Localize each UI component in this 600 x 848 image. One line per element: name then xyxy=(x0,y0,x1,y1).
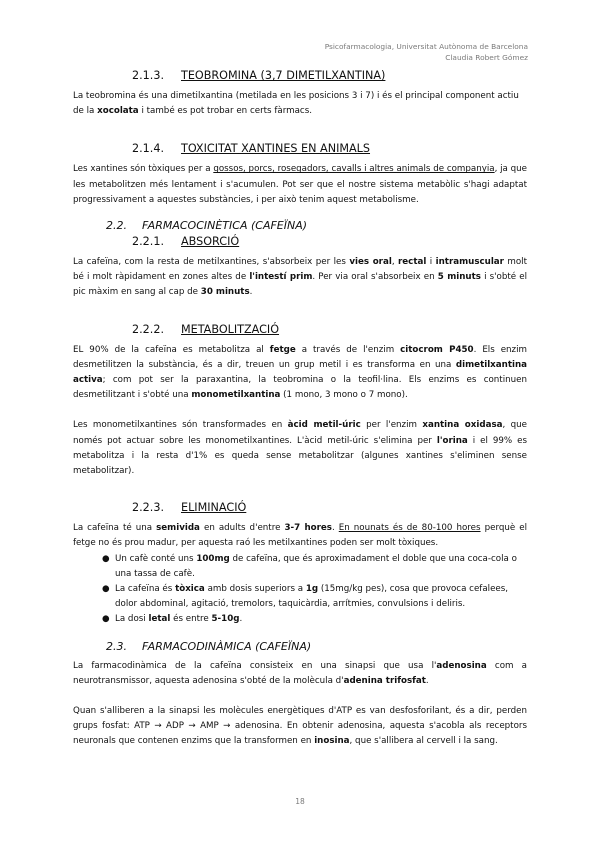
heading-2-1-4 xyxy=(132,141,527,157)
heading-number: 2.1.4. xyxy=(132,142,165,156)
page-content xyxy=(73,68,527,750)
list-item: ● La dosi letal és entre 5-10g. xyxy=(115,612,527,627)
heading-number: 2.2.3. xyxy=(132,501,165,515)
heading-2-2-1 xyxy=(132,234,527,250)
bullet-icon: ● xyxy=(102,553,110,564)
heading-title: TEOBROMINA (3,7 DIMETILXANTINA) xyxy=(181,69,386,82)
heading-title: METABOLITZACIÓ xyxy=(181,322,280,336)
heading-title: FARMACOCINÈTICA (CAFEÏNA) xyxy=(142,219,308,233)
eliminacio-list xyxy=(73,552,527,628)
heading-number: 2.2.2. xyxy=(132,322,165,336)
paragraph-toxicitat: Les xantines són tòxiques per a gossos, porcs, rosegadors, cavalls i altres animals de companyia, ja que les metabolitzen més lentament i s'acumulen. Pot ser que el nostre sistema metabòlic s'hagi adaptat progressivament a aquestes substàncies, i per això tenim aquest metabolisme. xyxy=(73,164,527,205)
heading-title: FARMACODINÀMICA (CAFEÏNA) xyxy=(142,639,312,653)
heading-number: 2.2.1. xyxy=(132,235,165,249)
paragraph-absorcio: La cafeïna, com la resta de metilxantines, s'absorbeix per les vies oral, rectal i intramuscular molt bé i molt ràpidament en zones altes de l'intestí prim. Per via oral s'absorbeix en 5 minuts i s'obté el pic màxim en sang al cap de 30 minuts. xyxy=(73,257,528,298)
heading-2-2-2 xyxy=(132,322,527,338)
heading-2-3 xyxy=(106,639,527,654)
heading-2-1-3 xyxy=(132,68,527,84)
page-number: 18 xyxy=(295,797,305,806)
paragraph-farmacodinamica-1: La farmacodinàmica de la cafeïna consisteix en una sinapsi que usa l'adenosina com a neurotransmissor, aquesta adenosina s'obté de la molècula d'adenina trifosfat. xyxy=(73,660,527,686)
heading-number: 2.2. xyxy=(106,219,127,233)
heading-2-2-3 xyxy=(132,500,527,516)
heading-2-2 xyxy=(106,218,527,233)
heading-title: ABSORCIÓ xyxy=(181,235,240,249)
heading-title: ELIMINACIÓ xyxy=(181,501,247,515)
paragraph-eliminacio: La cafeïna té una semivida en adults d'entre 3-7 hores. En nounats és de 80-100 hores perquè el fetge no és prou madur, per aquesta raó les metilxantines poden ser molt tòxiques. xyxy=(73,523,528,549)
heading-number: 2.3. xyxy=(106,639,127,653)
paragraph-teobromina: La teobromina és una dimetilxantina (metilada en les posicions 3 i 7) i és el principal component actiu de la xocolata i també es pot trobar en certs fàrmacs. xyxy=(73,91,519,117)
bullet-icon: ● xyxy=(102,614,110,625)
list-item: ● La cafeïna és tòxica amb dosis superiors a 1g (15mg/kg pes), cosa que provoca cefalees, dolor abdominal, agitació, tremolors, taquicàrdia, arrítmies, convulsions i deliris. xyxy=(102,584,509,610)
header-author: Claudia Robert Gómez xyxy=(445,53,528,62)
paragraph-metabolitzacio-1: EL 90% de la cafeïna es metabolitza al fetge a través de l'enzim citocrom P450. Els enzim desmetilitzen la substància, és a dir, treuen un grup metil i es transforma en una dimetilxantina activa; com pot ser la paraxantina, la teobromina o la teofil·lina. Els enzims es continuen desmetilitzant i s'obté una monometilxantina (1 mono, 3 mono o 7 mono). xyxy=(73,344,527,401)
paragraph-metabolitzacio-2: Les monometilxantines són transformades en àcid metil-úric per l'enzim xantina oxidasa, que només pot actuar sobre les monometilxantines. L'àcid metil-úric s'elimina per l'orina i el 99% es metabolitza i la resta d'1% es queda sense metabolitzar (algunes xantines s'eliminen sense metabolitzar). xyxy=(73,420,527,477)
heading-title: TOXICITAT XANTINES EN ANIMALS xyxy=(181,142,371,156)
paragraph-farmacodinamica-2: Quan s'alliberen a la sinapsi les molècules energètiques d'ATP es van desfosforilant, és a dir, perden grups fosfat: ATP → ADP → AMP → adenosina. En obtenir adenosina, aquesta s'acobla als receptors neuronals que contenen enzims que la transformen en inosina, que s'allibera al cervell i la sang. xyxy=(73,706,527,747)
heading-number: 2.1.3. xyxy=(132,69,165,82)
header-course: Psicofarmacologia, Universitat Autònoma de Barcelona xyxy=(324,42,528,51)
page-header xyxy=(325,41,528,63)
bullet-icon: ● xyxy=(102,584,110,595)
list-item: ● Un cafè conté uns 100mg de cafeïna, que és aproximadament el doble que una coca-cola o una tassa de cafè. xyxy=(102,553,517,579)
